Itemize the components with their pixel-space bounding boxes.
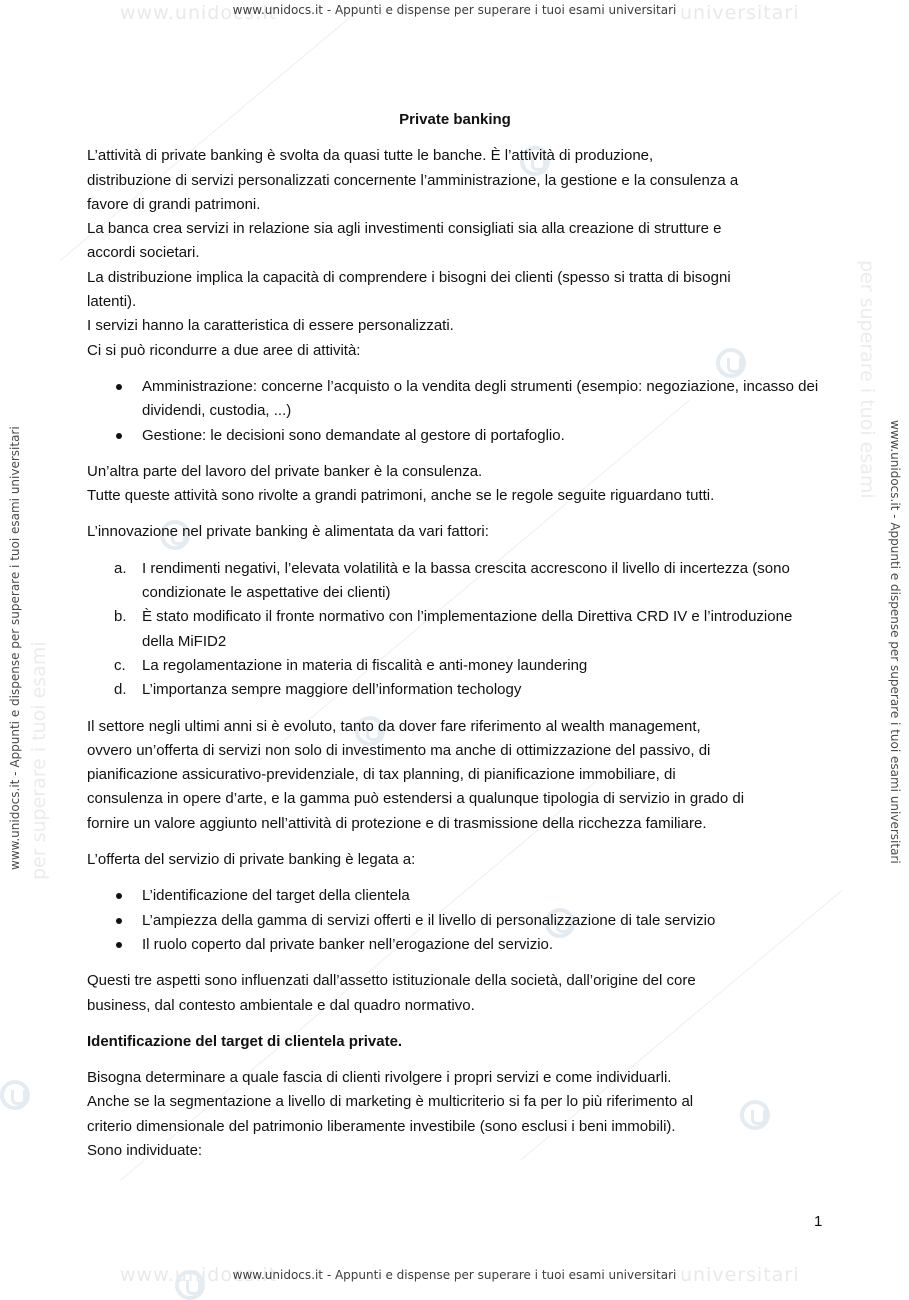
- activity-areas-list: [87, 375, 827, 448]
- text-line: accordi societari.: [87, 244, 200, 262]
- watermark-top: www.unidocs.it - Appunti e dispense per superare i tuoi esami universitari: [232, 3, 677, 17]
- text-line: Il settore negli ultimi anni si è evoluto, tanto da dover fare riferimento al wealth management,: [87, 717, 701, 735]
- text-line: Questi tre aspetti sono influenzati dall’assetto istituzionale della società, dall’origine del core: [87, 972, 696, 990]
- paragraph-consulting: [87, 460, 827, 509]
- list-item-text: L’importanza sempre maggiore dell’information techology: [142, 681, 522, 699]
- text-line: ovvero un’offerta di servizi non solo di investimento ma anche di ottimizzazione del passivo, di: [87, 741, 711, 759]
- text-line: Tutte queste attività sono rivolte a grandi patrimoni, anche se le regole seguite riguardano tutti.: [87, 487, 715, 505]
- list-item: L’identificazione del target della clientela: [87, 884, 827, 908]
- paragraph-offer: L’offerta del servizio di private banking è legata a:: [87, 851, 416, 869]
- watermark-ghost-right: per superare i tuoi esami: [856, 260, 878, 499]
- list-item: [87, 605, 827, 654]
- list-item: L’ampiezza della gamma di servizi offerti e il livello di personalizzazione di tale servizio: [87, 909, 827, 933]
- text-line: I servizi hanno la caratteristica di essere personalizzati.: [87, 317, 454, 335]
- innovation-factors-list: [87, 557, 827, 703]
- list-item-text: I rendimenti negativi, l’elevata volatilità e la bassa crescita accrescono il livello di incertezza (sono condizionate le aspettative dei clienti): [142, 559, 790, 602]
- text-line: L’attività di private banking è svolta da quasi tutte le banche. È l’attività di produzione,: [87, 147, 654, 165]
- text-line: distribuzione di servizi personalizzati concernente l’amministrazione, la gestione e la consulenza a: [87, 171, 739, 189]
- watermark-bottom: www.unidocs.it - Appunti e dispense per superare i tuoi esami universitari: [232, 1268, 677, 1282]
- list-item: [87, 678, 827, 702]
- page-number: 1: [814, 1213, 823, 1230]
- paragraph-target: [87, 1066, 827, 1163]
- watermark-right: www.unidocs.it - Appunti e dispense per superare i tuoi esami universitari: [888, 420, 902, 864]
- list-item: [87, 654, 827, 678]
- text-line: fornire un valore aggiunto nell’attività di protezione e di trasmissione della ricchezza familiare.: [87, 814, 707, 832]
- list-item-text: È stato modificato il fronte normativo con l’implementazione della Direttiva CRD IV e l’introduzione della MiFID2: [142, 608, 793, 650]
- watermark-left: www.unidocs.it - Appunti e dispense per superare i tuoi esami universitari: [8, 426, 22, 870]
- list-marker: d.: [114, 681, 127, 699]
- paragraph-intro: [87, 144, 827, 363]
- list-item-text: La regolamentazione in materia di fiscalità e anti-money laundering: [142, 656, 588, 674]
- watermark-ghost-top: www.unidocs.it: [120, 2, 278, 24]
- paragraph-innovation: L’innovazione nel private banking è alimentata da vari fattori:: [87, 523, 489, 541]
- list-marker: a.: [114, 559, 127, 577]
- watermark-ghost-left: per superare i tuoi esami: [28, 641, 50, 880]
- list-item: Gestione: le decisioni sono demandate al gestore di portafoglio.: [87, 424, 827, 448]
- text-line: latenti).: [87, 293, 137, 311]
- document-body: [87, 108, 827, 1175]
- text-line: Ci si può ricondurre a due aree di attività:: [87, 341, 361, 359]
- text-line: Anche se la segmentazione a livello di marketing è multicriterio si fa per lo più riferimento al: [87, 1093, 694, 1111]
- watermark-logo-icon: [0, 1080, 30, 1110]
- text-line: consulenza in opere d’arte, e la gamma può estendersi a qualunque tipologia di servizio in grado di: [87, 790, 745, 808]
- list-item: Amministrazione: concerne l’acquisto o la vendita degli strumenti (esempio: negoziazione, incasso dei dividendi, custodia, ...): [87, 375, 827, 424]
- text-line: Un’altra parte del lavoro del private banker è la consulenza.: [87, 462, 483, 480]
- text-line: La banca crea servizi in relazione sia agli investimenti consigliati sia alla creazione di strutture e: [87, 220, 722, 238]
- offer-factors-list: [87, 884, 827, 957]
- page-title: Private banking: [399, 111, 511, 128]
- paragraph-aspects: [87, 969, 827, 1018]
- watermark-ghost-top-right: universitari: [680, 2, 800, 24]
- text-line: favore di grandi patrimoni.: [87, 195, 261, 213]
- text-line: criterio dimensionale del patrimonio liberamente investibile (sono esclusi i beni immobili).: [87, 1117, 676, 1135]
- watermark-ghost-bottom-right: universitari: [680, 1264, 800, 1286]
- watermark-ghost-bottom: www.unidocs.it: [120, 1264, 278, 1286]
- text-line: business, dal contesto ambientale e dal quadro normativo.: [87, 996, 475, 1014]
- text-line: Bisogna determinare a quale fascia di clienti rivolgere i propri servizi e come individuarli.: [87, 1069, 672, 1087]
- section-heading: Identificazione del target di clientela private.: [87, 1032, 403, 1050]
- text-line: pianificazione assicurativo-previdenziale, di tax planning, di pianificazione immobiliare, di: [87, 766, 676, 784]
- list-item: [87, 557, 827, 606]
- paragraph-wealth-management: [87, 715, 827, 836]
- text-line: La distribuzione implica la capacità di comprendere i bisogni dei clienti (spesso si tratta di bisogni: [87, 268, 731, 286]
- list-marker: c.: [114, 656, 126, 674]
- list-item: Il ruolo coperto dal private banker nell’erogazione del servizio.: [87, 933, 827, 957]
- list-marker: b.: [114, 608, 127, 626]
- text-line: Sono individuate:: [87, 1141, 203, 1159]
